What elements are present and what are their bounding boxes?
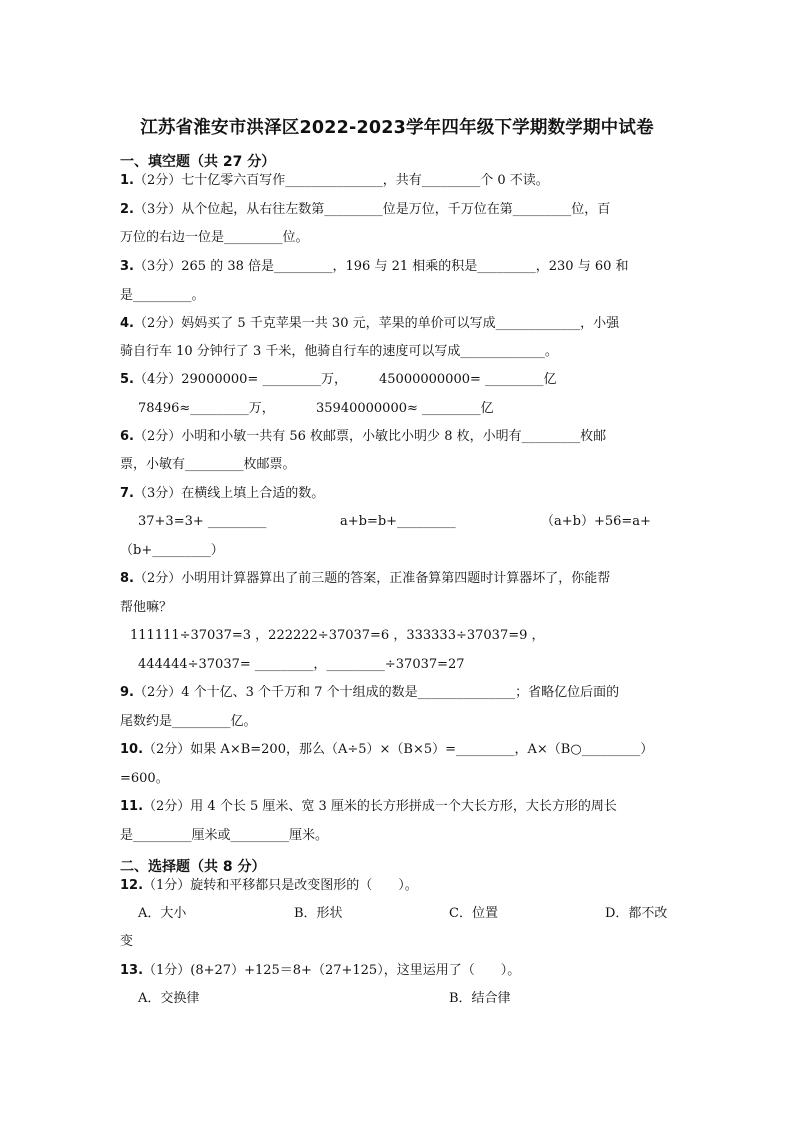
question-text: （2分）小明和小敏一共有 56 枚邮票，小敏比小明少 8 枚，小明有_________枚邮 bbox=[133, 429, 607, 444]
question-4 bbox=[120, 316, 619, 332]
question-7-part-b: a+b=b+_________ bbox=[340, 514, 456, 529]
option-b: B．形状 bbox=[294, 906, 343, 921]
question-text: （1分）(8+27）+125＝8+（27+125），这里运用了（ ）。 bbox=[143, 963, 521, 978]
question-number: 1. bbox=[120, 173, 134, 188]
question-number: 7. bbox=[120, 486, 134, 501]
question-5-part-b: 45000000000= _________亿 bbox=[379, 372, 557, 387]
question-text: （4分）29000000= _________万， bbox=[133, 372, 347, 387]
question-1 bbox=[120, 173, 549, 189]
question-number: 6. bbox=[120, 429, 134, 444]
question-number: 12. bbox=[120, 878, 144, 893]
question-12 bbox=[120, 878, 418, 894]
question-9 bbox=[120, 685, 619, 701]
question-10-continued: =600。 bbox=[120, 771, 169, 786]
question-number: 11. bbox=[120, 799, 144, 814]
question-text: （3分）从个位起，从右往左数第_________位是万位，千万位在第_________位，百 bbox=[133, 202, 611, 217]
question-13 bbox=[120, 963, 520, 979]
question-text: （2分）七十亿零六百写作_______________，共有_________个 0 不读。 bbox=[133, 173, 549, 188]
question-3 bbox=[120, 259, 629, 275]
question-10 bbox=[120, 742, 653, 758]
question-8-continued: 帮他嘛？ bbox=[120, 600, 173, 615]
question-text: （2分）如果 A×B=200，那么（A÷5）×（B×5）=_________，A×（B○_________） bbox=[143, 742, 654, 757]
question-4-continued: 骑自行车 10 分钟行了 3 千米，他骑自行车的速度可以写成_____________。 bbox=[120, 344, 558, 359]
page-title: 江苏省淮安市洪泽区2022-2023学年四年级下学期数学期中试卷 bbox=[140, 118, 654, 138]
question-number: 13. bbox=[120, 963, 144, 978]
option-a: A．大小 bbox=[138, 906, 187, 921]
question-11 bbox=[120, 799, 617, 815]
question-3-continued: 是_________。 bbox=[120, 288, 205, 303]
question-text: （2分）用 4 个长 5 厘米、宽 3 厘米的长方形拼成一个大长方形，大长方形的周长 bbox=[143, 799, 617, 814]
option-b: B．结合律 bbox=[449, 991, 511, 1006]
question-7-part-a: 37+3=3+ _________ bbox=[138, 514, 267, 529]
question-number: 2. bbox=[120, 202, 134, 217]
question-2-continued: 万位的右边一位是_________位。 bbox=[120, 230, 309, 245]
option-a: A．交换律 bbox=[138, 991, 200, 1006]
question-number: 3. bbox=[120, 259, 134, 274]
question-8-examples: 111111÷37037=3 ，222222÷37037=6 ，333333÷37037=9 ， bbox=[130, 628, 545, 643]
section-heading-multiple-choice: 二、选择题（共 8 分） bbox=[120, 859, 266, 875]
question-text: （2分）小明用计算器算出了前三题的答案，正准备算第四题时计算器坏了，你能帮 bbox=[133, 571, 611, 586]
question-6 bbox=[120, 429, 606, 445]
question-text: （3分）265 的 38 倍是_________，196 与 21 相乘的积是_________，230 与 60 和 bbox=[133, 259, 629, 274]
question-number: 4. bbox=[120, 316, 134, 331]
question-text: （1分）旋转和平移都只是改变图形的（ ）。 bbox=[143, 878, 418, 893]
option-c: C．位置 bbox=[449, 906, 498, 921]
question-text: （3分）在横线上填上合适的数。 bbox=[133, 486, 325, 501]
question-text: （2分）妈妈买了 5 千克苹果一共 30 元，苹果的单价可以写成_____________，小强 bbox=[133, 316, 620, 331]
question-text: （2分）4 个十亿、3 个千万和 7 个十组成的数是_______________；省略亿位后面的 bbox=[133, 685, 620, 700]
question-5-part-d: 35940000000≈ _________亿 bbox=[316, 401, 494, 416]
question-7 bbox=[120, 486, 324, 502]
question-7-part-c: （a+b）+56=a+ bbox=[541, 514, 651, 529]
question-5-part-c: 78496≈_________万， bbox=[138, 401, 275, 416]
question-8-blanks: 444444÷37037= _________，_________÷37037=27 bbox=[138, 657, 465, 672]
question-number: 5. bbox=[120, 372, 134, 387]
option-d-continued: 变 bbox=[120, 934, 134, 949]
question-5 bbox=[120, 372, 347, 388]
question-8 bbox=[120, 571, 610, 587]
question-number: 8. bbox=[120, 571, 134, 586]
question-9-continued: 尾数约是_________亿。 bbox=[120, 714, 257, 729]
question-11-continued: 是_________厘米或_________厘米。 bbox=[120, 828, 329, 843]
question-2 bbox=[120, 202, 610, 218]
section-heading-fill-in: 一、填空题（共 27 分） bbox=[120, 154, 276, 170]
question-number: 10. bbox=[120, 742, 144, 757]
option-d: D．都不改 bbox=[605, 906, 668, 921]
question-7-part-d: （b+_________） bbox=[120, 543, 224, 558]
question-6-continued: 票，小敏有_________枚邮票。 bbox=[120, 457, 296, 472]
question-number: 9. bbox=[120, 685, 134, 700]
